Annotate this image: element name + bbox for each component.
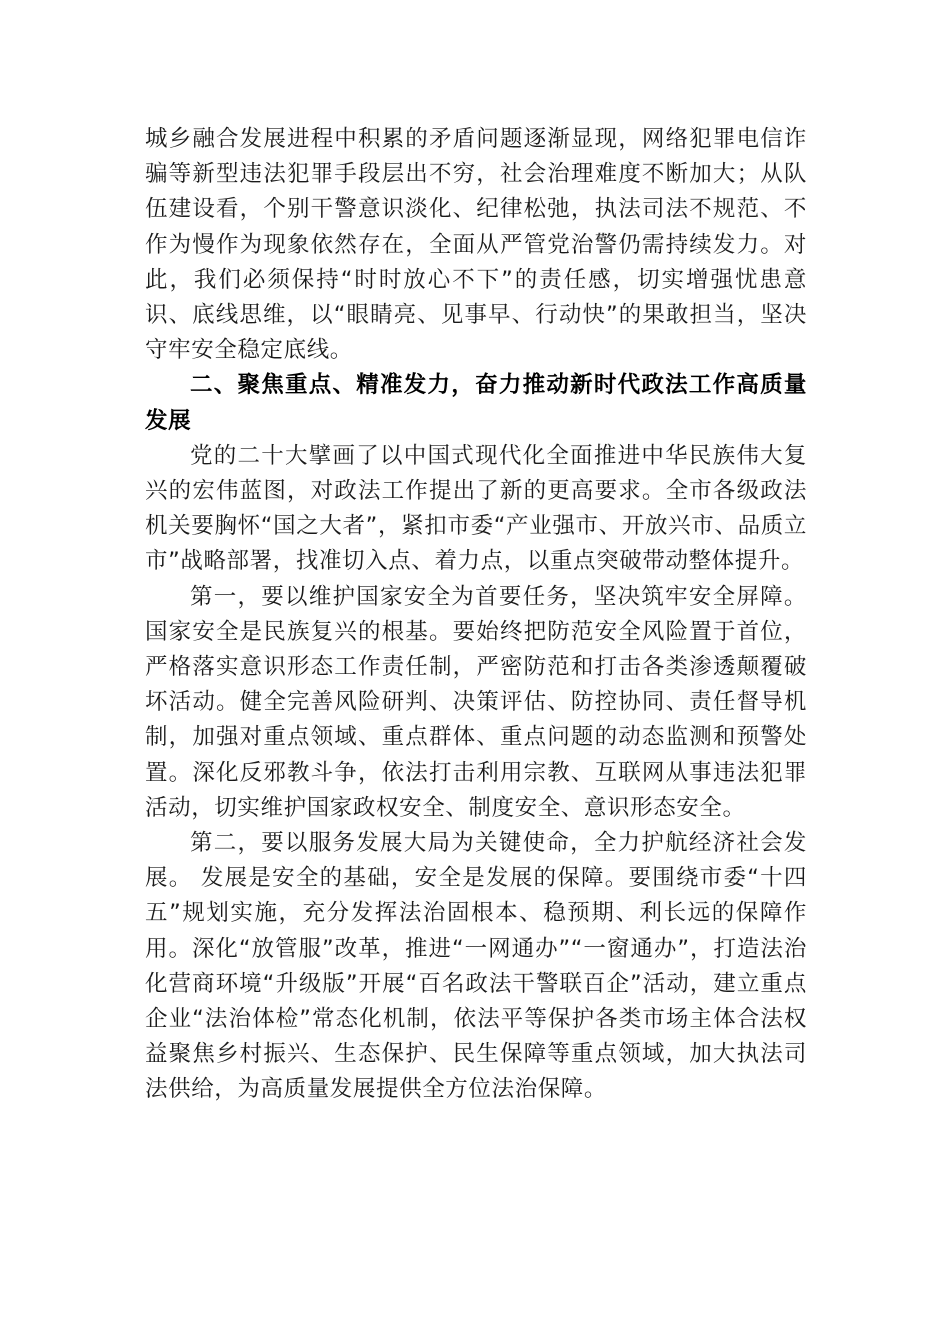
section-heading: 二、聚焦重点、精准发力，奋力推动新时代政法工作高质量发展 (145, 372, 807, 434)
paragraph-point-two: 第二，要以服务发展大局为关键使命，全力护航经济社会发展。 发展是安全的基础，安全是发展的保障。要围绕市委“十四五”规划实施，充分发挥法治固根本、稳预期、利长远的保障作用。深化“放管服”改革，推进“一网通办”“一窗通办”，打造法治化营商环境“升级版”开展“百名政法干警联百企”活动，建立重点企业“法治体检”常态化机制，依法平等保护各类市场主体合法权益聚焦乡村振兴、生态保护、民生保障等重点领域，加大执法司法供给，为高质量发展提供全方位法治保障。 (145, 830, 807, 1103)
document-body (145, 122, 807, 1108)
paragraph-intro: 党的二十大擘画了以中国式现代化全面推进中华民族伟大复兴的宏伟蓝图，对政法工作提出了新的更高要求。全市各级政法机关要胸怀“国之大者”，紧扣市委“产业强市、开放兴市、品质立市”战略部署，找准切入点、着力点，以重点突破带动整体提升。 (145, 442, 807, 575)
paragraph-continued: 城乡融合发展进程中积累的矛盾问题逐渐显现，网络犯罪电信诈骗等新型违法犯罪手段层出不穷，社会治理难度不断加大；从队伍建设看，个别干警意识淡化、纪律松弛，执法司法不规范、不作为慢作为现象依然存在，全面从严管党治警仍需持续发力。对此，我们必须保持“时时放心不下”的责任感，切实增强忧患意识、底线思维，以“眼睛亮、见事早、行动快”的果敢担当，坚决守牢安全稳定底线。 (145, 126, 807, 364)
paragraph-point-one: 第一，要以维护国家安全为首要任务，坚决筑牢安全屏障。 国家安全是民族复兴的根基。要始终把防范安全风险置于首位，严格落实意识形态工作责任制，严密防范和打击各类渗透颠覆破坏活动。健全完善风险研判、决策评估、防控协同、责任督导机制，加强对重点领域、重点群体、重点问题的动态监测和预警处置。深化反邪教斗争，依法打击利用宗教、互联网从事违法犯罪活动，切实维护国家政权安全、制度安全、意识形态安全。 (145, 583, 807, 821)
